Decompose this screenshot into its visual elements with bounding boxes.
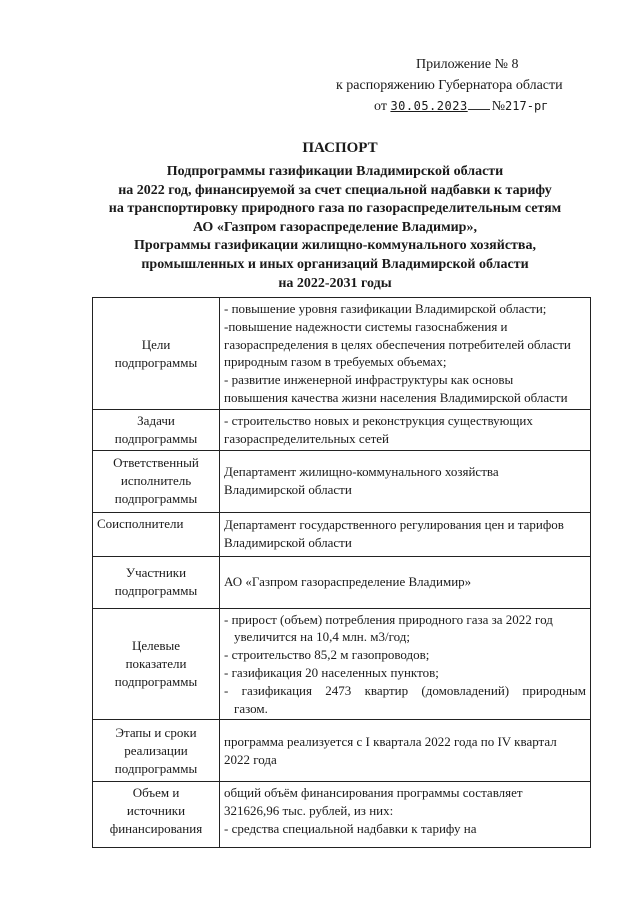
value-line: - строительство новых и реконструкция существующих <box>224 413 533 428</box>
value-line: 321626,96 тыс. рублей, из них: <box>224 803 394 819</box>
date-prefix: от <box>374 99 387 114</box>
row-value <box>220 720 591 782</box>
number-sign: № <box>491 99 506 114</box>
value-line: программа реализуется с I квартала 2022 года по IV квартал <box>224 734 557 750</box>
value-line: повышения качества жизни населения Владимирской области <box>224 389 568 405</box>
table-row-participants <box>93 556 591 608</box>
row-value <box>220 298 591 410</box>
label-line: Цели <box>141 336 171 352</box>
value-line: увеличится на 10,4 млн. м3/год; <box>234 629 410 645</box>
appendix-header <box>336 54 626 117</box>
label-line: Соисполнители <box>97 515 184 531</box>
label-line: Целевые <box>131 638 181 654</box>
value-line: -повышение надежности системы газоснабжения и <box>224 318 508 334</box>
document-title: ПАСПОРТ <box>302 140 378 156</box>
label-line: финансирования <box>109 820 203 836</box>
label-line: исполнитель <box>120 473 192 489</box>
label-line: подпрограммы <box>114 490 198 506</box>
value-line: - газификация 20 населенных пунктов; <box>224 664 439 680</box>
value-line: Владимирской области <box>224 535 352 551</box>
decree-number: 217-рг <box>505 99 549 113</box>
subtitle-line: на 2022-2031 годы <box>278 275 392 291</box>
label-line: подпрограммы <box>114 760 198 776</box>
value-line: газораспределительных сетей <box>224 430 390 446</box>
row-label <box>93 512 220 556</box>
table-row-goals <box>93 298 591 410</box>
row-label <box>93 450 220 512</box>
table-row-responsible <box>93 450 591 512</box>
row-label <box>93 608 220 720</box>
value-line: Владимирской области <box>224 482 352 498</box>
label-line: показатели <box>125 656 187 672</box>
value-line: - средства специальной надбавки к тарифу на <box>224 820 477 836</box>
subtitle-line: АО «Газпром газораспределение Владимир», <box>193 219 477 235</box>
subtitle-line: на транспортировку природного газа по газораспределительным сетям <box>108 201 562 217</box>
value-line: - газификация 2473 квартир (домовладений) природным <box>224 682 586 698</box>
value-line: общий объём финансирования программы составляет <box>224 785 523 801</box>
row-value <box>220 450 591 512</box>
row-value <box>220 512 591 556</box>
label-line: подпрограммы <box>114 583 198 599</box>
table-row-indicators <box>93 608 591 720</box>
label-line: подпрограммы <box>114 673 198 689</box>
row-label <box>93 298 220 410</box>
value-line: - повышение уровня газификации Владимирской области; <box>224 301 547 316</box>
passport-table <box>92 297 591 848</box>
label-line: Участники <box>125 565 187 581</box>
value-line: АО «Газпром газораспределение Владимир» <box>224 574 472 590</box>
table-row-stages <box>93 720 591 782</box>
value-line: Департамент государственного регулирования цен и тарифов <box>224 517 564 533</box>
label-line: источники <box>126 803 186 819</box>
value-line: 2022 года <box>224 751 277 767</box>
appendix-number: Приложение № 8 <box>416 57 519 72</box>
subtitle-line: Подпрограммы газификации Владимирской области <box>166 164 504 179</box>
label-line: подпрограммы <box>114 354 198 370</box>
table-row-coexecutors <box>93 512 591 556</box>
value-line: - прирост (объем) потребления природного газа за 2022 год <box>224 611 553 627</box>
appendix-date-number <box>336 96 626 117</box>
value-line: Департамент жилищно-коммунального хозяйства <box>224 464 499 480</box>
row-label <box>93 782 220 848</box>
document-subtitle <box>80 163 590 293</box>
label-line: Объем и <box>132 785 180 801</box>
row-value <box>220 410 591 451</box>
label-line: подпрограммы <box>114 430 198 446</box>
row-label <box>93 720 220 782</box>
underline-gap <box>468 109 490 110</box>
subtitle-line: Программы газификации жилищно-коммунального хозяйства, <box>134 238 536 254</box>
table-row-tasks <box>93 410 591 451</box>
row-label <box>93 556 220 608</box>
appendix-decree-ref: к распоряжению Губернатора области <box>336 78 563 93</box>
row-label <box>93 410 220 451</box>
row-value <box>220 782 591 848</box>
value-line: - развитие инженерной инфраструктуры как основы <box>224 372 514 388</box>
row-value <box>220 556 591 608</box>
row-value <box>220 608 591 720</box>
decree-date: 30.05.2023 <box>390 99 468 113</box>
label-line: реализации <box>124 742 188 758</box>
label-line: Ответственный <box>113 455 199 471</box>
value-line: - строительство 85,2 м газопроводов; <box>224 647 430 663</box>
table-row-financing <box>93 782 591 848</box>
subtitle-line: промышленных и иных организаций Владимирской области <box>141 256 529 272</box>
value-line: газом. <box>234 700 268 716</box>
label-line: Этапы и сроки <box>115 725 197 741</box>
value-line: газораспределения в целях обеспечения потребителей области <box>224 336 571 352</box>
value-line: природным газом в требуемых объемах; <box>224 354 447 370</box>
subtitle-line: на 2022 год, финансируемой за счет специальной надбавки к тарифу <box>118 182 552 198</box>
label-line: Задачи <box>137 413 175 428</box>
